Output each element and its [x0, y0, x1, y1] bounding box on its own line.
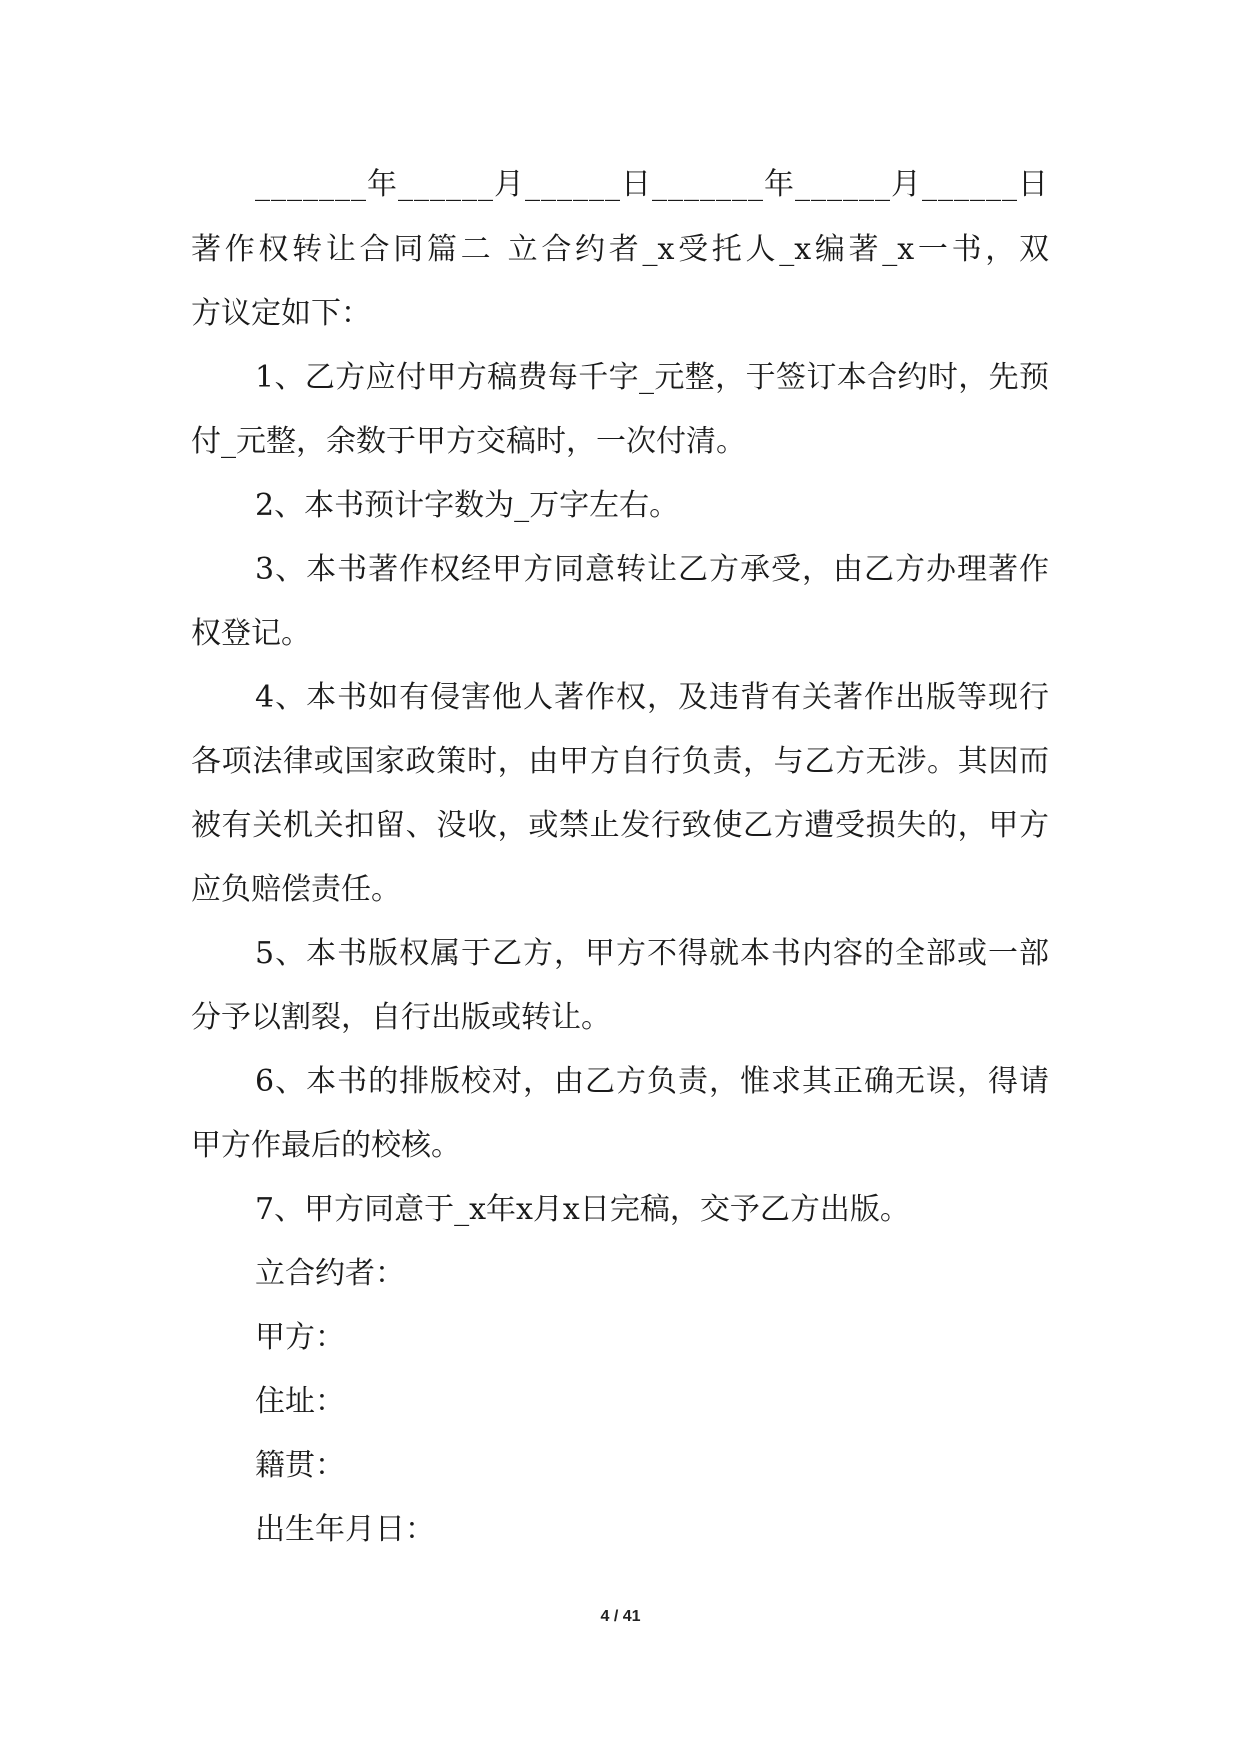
page-number: 4 / 41: [600, 1608, 641, 1625]
clause-6-line-1: 6、本书的排版校对，由乙方负责，惟求其正确无误，得请: [255, 1064, 1049, 1099]
date-blank-line: _______年______月______日_______年______月______日: [255, 167, 1049, 202]
clause-4-line-2: 各项法律或国家政策时，由甲方自行负责，与乙方无涉。其因而: [191, 744, 1049, 779]
clause-4-line-4: 应负赔偿责任。: [191, 872, 401, 907]
clause-4-line-1: 4、本书如有侵害他人著作权，及违背有关著作出版等现行: [255, 680, 1049, 715]
native-place-label: 籍贯：: [255, 1448, 345, 1483]
party-a-label: 甲方：: [255, 1320, 345, 1355]
clause-5-line-2: 分予以割裂，自行出版或转让。: [191, 1000, 611, 1035]
clause-1-line-2: 付_元整，余数于甲方交稿时，一次付清。: [191, 424, 746, 459]
signatory-label: 立合约者：: [255, 1256, 405, 1291]
clause-5-line-1: 5、本书版权属于乙方，甲方不得就本书内容的全部或一部: [255, 936, 1049, 971]
clause-7-line-1: 7、甲方同意于_x年x月x日完稿，交予乙方出版。: [255, 1192, 910, 1227]
birth-date-label: 出生年月日：: [255, 1512, 435, 1547]
body-line: 方议定如下：: [191, 296, 371, 331]
clause-4-line-3: 被有关机关扣留、没收，或禁止发行致使乙方遭受损失的，甲方: [191, 808, 1049, 843]
clause-2-line-1: 2、本书预计字数为_万字左右。: [255, 488, 680, 523]
contract-heading-line: 著作权转让合同篇二 立合约者_x受托人_x编著_x一书，双: [191, 232, 1049, 267]
address-label: 住址：: [255, 1384, 345, 1419]
clause-1-line-1: 1、乙方应付甲方稿费每千字_元整，于签订本合约时，先预: [255, 360, 1049, 395]
clause-6-line-2: 甲方作最后的校核。: [191, 1128, 461, 1163]
clause-3-line-1: 3、本书著作权经甲方同意转让乙方承受，由乙方办理著作: [255, 552, 1049, 587]
clause-3-line-2: 权登记。: [191, 616, 311, 651]
